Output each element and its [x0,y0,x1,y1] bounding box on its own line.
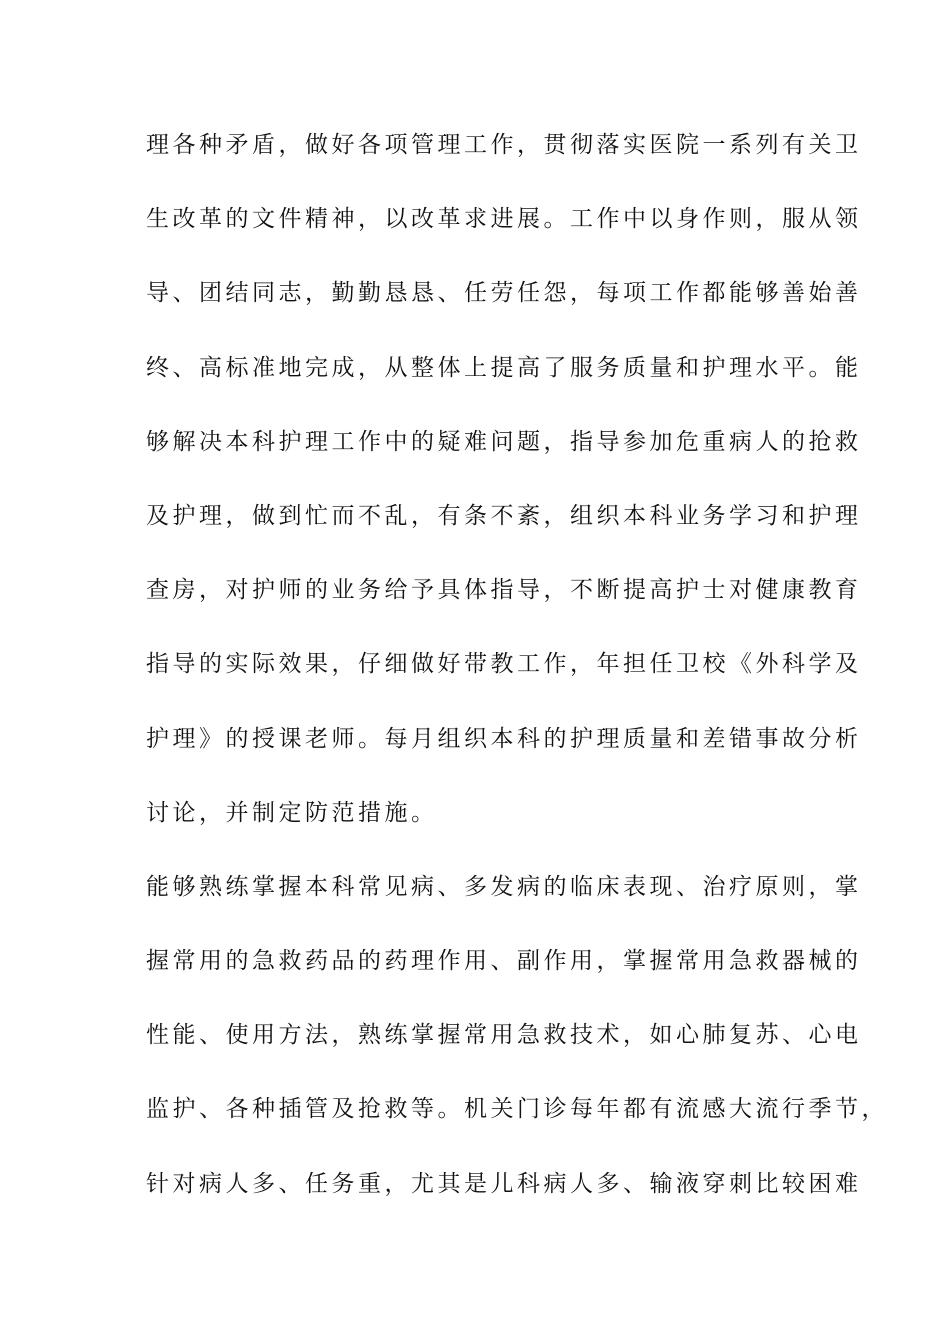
text-line: 生改革的文件精神，以改革求进展。工作中以身作则，服从领 [146,206,862,233]
text-line: 指导的实际效果，仔细做好带教工作，年担任卫校《外科学及 [146,651,862,678]
text-line: 针对病人多、任务重，尤其是儿科病人多、输液穿刺比较困难 [146,1170,862,1197]
text-line: 讨论，并制定防范措施。 [146,799,438,826]
document-body [146,127,888,1240]
text-line: 终、高标准地完成，从整体上提高了服务质量和护理水平。能 [146,354,862,381]
text-line: 导、团结同志，勤勤恳恳、任劳任怨，每项工作都能够善始善 [146,280,862,307]
text-line: 查房，对护师的业务给予具体指导，不断提高护士对健康教育 [146,577,862,604]
text-line: 能够熟练掌握本科常见病、多发病的临床表现、治疗原则，掌 [146,873,862,900]
text-line: 握常用的急救药品的药理作用、副作用，掌握常用急救器械的 [146,948,862,975]
text-line: 够解决本科护理工作中的疑难问题，指导参加危重病人的抢救 [146,428,862,455]
text-line: 护理》的授课老师。每月组织本科的护理质量和差错事故分析 [146,725,862,752]
text-line: 及护理，做到忙而不乱，有条不紊，组织本科业务学习和护理 [146,502,862,529]
text-line: 监护、各种插管及抢救等。机关门诊每年都有流感大流行季节， [146,1096,888,1123]
text-line: 理各种矛盾，做好各项管理工作，贯彻落实医院一系列有关卫 [146,132,862,158]
text-line: 性能、使用方法，熟练掌握常用急救技术，如心肺复苏、心电 [146,1022,862,1049]
